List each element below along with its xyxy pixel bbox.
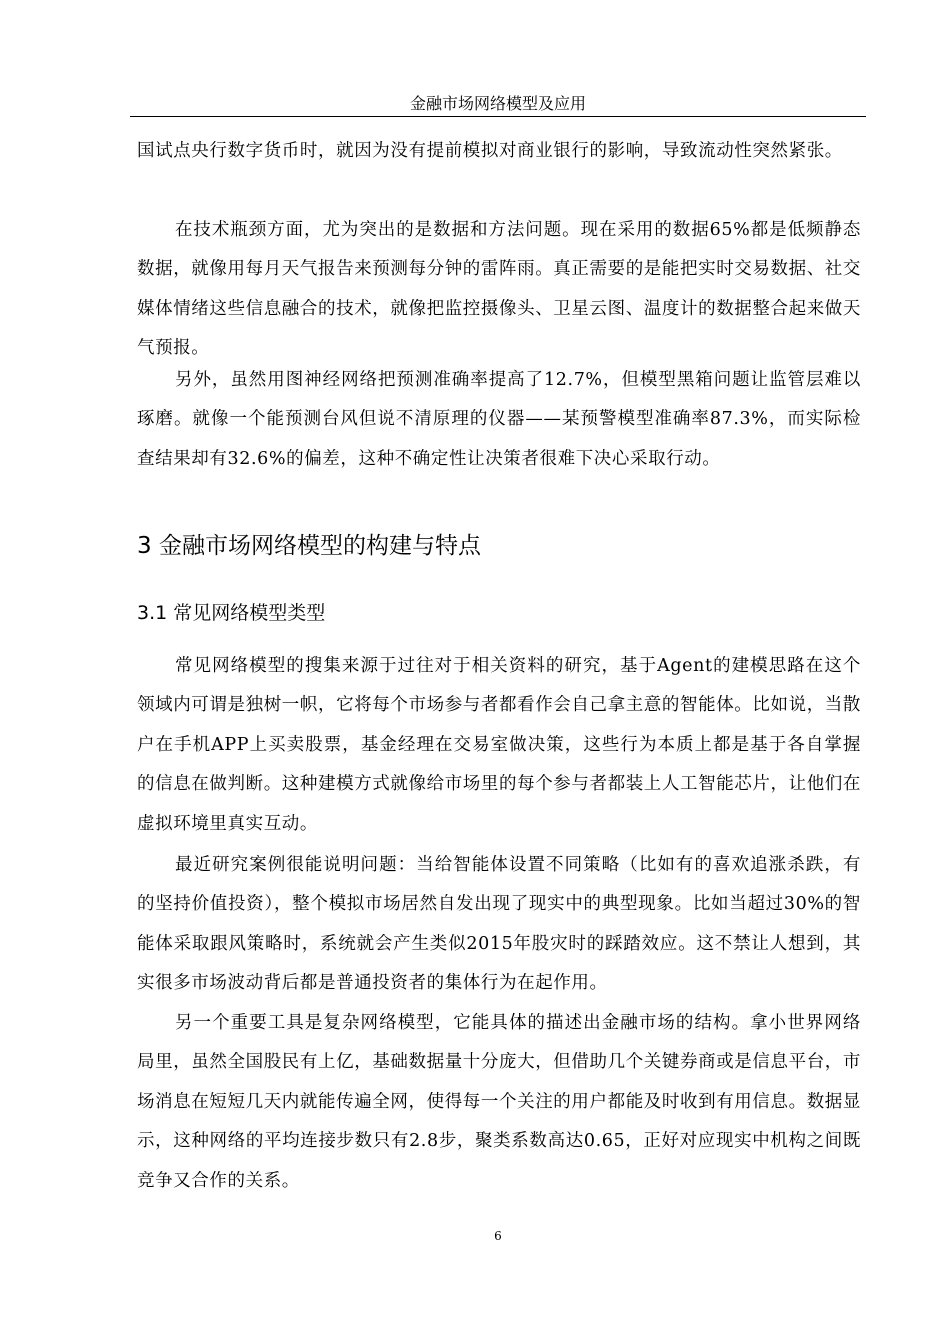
paragraph-black-box: 另外，虽然用图神经网络把预测准确率提高了12.7%，但模型黑箱问题让监管层难以琢磨。就像一个能预测台风但说不清原理的仪器——某预警模型准确率87.3%，而实际检查结果却有32.6%的偏差，这种不确定性让决策者很难下决心采取行动。 [137,370,861,469]
header-rule [130,116,866,117]
page-number: 6 [494,1229,502,1243]
paragraph-agent-model: 常见网络模型的搜集来源于过往对于相关资料的研究，基于Agent的建模思路在这个领域内可谓是独树一帜，它将每个市场参与者都看作会自己拿主意的智能体。比如说，当散户在手机APP上买卖股票，基金经理在交易室做决策，这些行为本质上都是基于各自掌握的信息在做判断。这种建模方式就像给市场里的每个参与者都装上人工智能芯片，让他们在虚拟环境里真实互动。 [137,656,861,834]
paragraph-case-study: 最近研究案例很能说明问题：当给智能体设置不同策略（比如有的喜欢追涨杀跌，有的坚持价值投资），整个模拟市场居然自发出现了现实中的典型现象。比如当超过30%的智能体采取跟风策略时，系统就会产生类似2015年股灾时的踩踏效应。这不禁让人想到，其实很多市场波动背后都是普通投资者的集体行为在起作用。 [137,855,861,994]
paragraph-technical-bottleneck: 在技术瓶颈方面，尤为突出的是数据和方法问题。现在采用的数据65%都是低频静态数据，就像用每月天气报告来预测每分钟的雷阵雨。真正需要的是能把实时交易数据、社交媒体情绪这些信息融合的技术，就像把监控摄像头、卫星云图、温度计的数据整合起来做天气预报。 [137,220,861,359]
paragraph-complex-network: 另一个重要工具是复杂网络模型，它能具体的描述出金融市场的结构。拿小世界网络局里，虽然全国股民有上亿，基础数据量十分庞大，但借助几个关键券商或是信息平台，市场消息在短短几天内就能传遍全网，使得每一个关注的用户都能及时收到有用信息。数据显示，这种网络的平均连接步数只有2.8步，聚类系数高达0.65，正好对应现实中机构之间既竞争又合作的关系。 [137,1013,861,1191]
paragraph-continued: 国试点央行数字货币时，就因为没有提前模拟对商业银行的影响，导致流动性突然紧张。 [137,141,843,161]
section-heading: 3 金融市场网络模型的构建与特点 [137,533,481,559]
subsection-heading: 3.1 常见网络模型类型 [137,602,326,624]
running-header: 金融市场网络模型及应用 [409,94,586,113]
